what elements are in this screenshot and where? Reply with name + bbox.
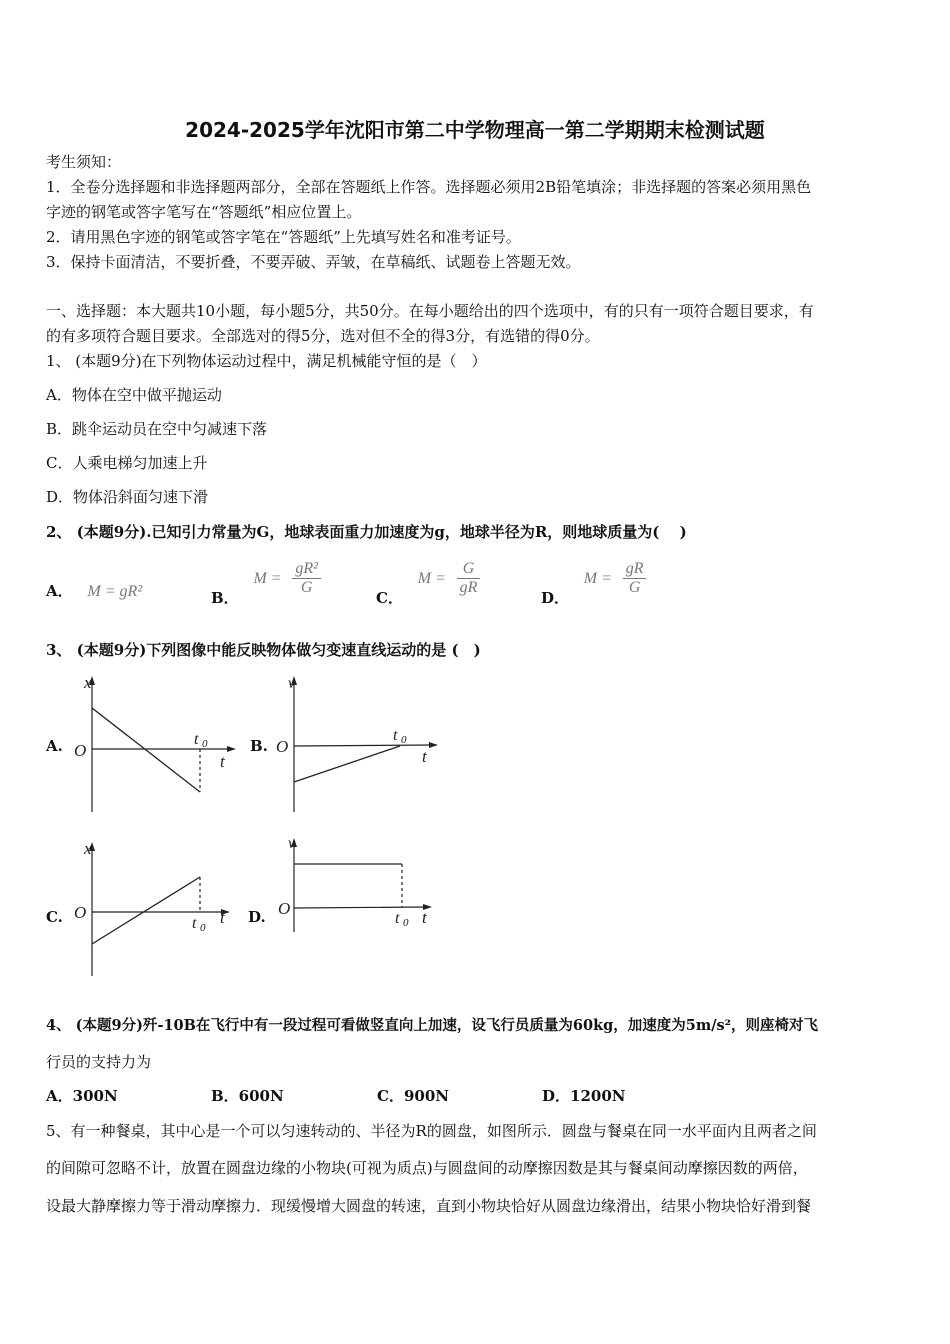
section-1-intro-line-1: 一、选择题：本大题共10小题，每小题5分，共50分。在每小题给出的四个选项中，有的只有一项符合题目要求，有 xyxy=(46,302,814,320)
q3-graph-d-origin: O xyxy=(278,899,291,918)
q3-graph-d xyxy=(272,832,442,942)
q3-graph-c-y-label: x xyxy=(84,839,92,858)
q3-graph-b xyxy=(272,672,442,817)
q2-formula-b-lhs: M = xyxy=(253,569,282,587)
q3-graph-b-y-label: v xyxy=(288,675,296,692)
q2-options xyxy=(46,558,906,608)
q3-graph-d-x-label: t xyxy=(422,908,427,927)
q4-option-c: C．900N xyxy=(377,1087,449,1105)
q2-formula-b-denominator: G xyxy=(300,579,313,596)
q1-option-d: D．物体沿斜面匀速下滑 xyxy=(46,488,209,506)
q2-label-a: A． xyxy=(46,582,73,600)
q2-formula-d-denominator: G xyxy=(628,579,641,596)
q3-graph-c-origin: O xyxy=(74,903,87,922)
notice-heading: 考生须知： xyxy=(46,153,122,171)
notice-item-2: 2．请用黑色字迹的钢笔或答字笔在“答题纸”上先填写姓名和准考证号。 xyxy=(46,228,521,246)
notice-item-3: 3．保持卡面清洁，不要折叠，不要弄破、弄皱，在草稿纸、试题卷上答题无效。 xyxy=(46,253,581,271)
q3-graph-a-t0-subscript: 0 xyxy=(202,738,208,750)
q3-label-c: C. xyxy=(46,908,63,926)
q3-graph-c-t0-subscript: 0 xyxy=(200,922,206,934)
q4-option-a: A．300N xyxy=(46,1087,118,1105)
q3-stem: 3、 (本题9分)下列图像中能反映物体做匀变速直线运动的是 ( ) xyxy=(46,641,481,659)
q1-stem: 1、 (本题9分)在下列物体运动过程中，满足机械能守恒的是（ ） xyxy=(46,352,487,370)
q2-formula-a: M = gR² xyxy=(87,583,143,600)
q1-option-a: A．物体在空中做平抛运动 xyxy=(46,386,222,404)
q2-stem: 2、 (本题9分).已知引力常量为G，地球表面重力加速度为g，地球半径为R，则地球质量为( ) xyxy=(46,523,687,541)
q3-graph-b-origin: O xyxy=(276,737,289,756)
q4-stem-line-2: 行员的支持力为 xyxy=(46,1053,152,1071)
q3-graph-a-origin: O xyxy=(74,741,87,760)
q3-graph-d-t0-subscript: 0 xyxy=(403,917,409,929)
q4-option-d: D．1200N xyxy=(542,1087,626,1105)
q3-graph-b-x-label: t xyxy=(422,747,427,766)
q5-stem-line-1: 5、有一种餐桌，其中心是一个可以匀速转动的、半径为R的圆盘，如图所示．圆盘与餐桌在同一水平面内且两者之间 xyxy=(46,1122,817,1140)
q2-label-b: B． xyxy=(211,588,239,607)
q3-graph-c-x-label: t xyxy=(220,908,225,927)
q2-label-d: D． xyxy=(541,588,570,607)
q2-formula-d-fraction xyxy=(623,560,647,597)
q2-formula-d-numerator: gR xyxy=(623,560,647,579)
q1-option-c: C．人乘电梯匀加速上升 xyxy=(46,454,208,472)
q3-label-d: D. xyxy=(248,908,266,926)
q3-label-b: B. xyxy=(250,737,268,755)
q4-option-b: B．600N xyxy=(211,1087,284,1105)
q2-formula-c-numerator: G xyxy=(457,560,481,579)
notice-item-1-line-1: 1．全卷分选择题和非选择题两部分，全部在答题纸上作答。选择题必须用2B铅笔填涂；非选择题的答案必须用黑色 xyxy=(46,178,812,196)
notice-item-1-line-2: 字迹的钢笔或答字笔写在“答题纸”相应位置上。 xyxy=(46,203,362,221)
q3-graph-b-t0: t xyxy=(393,727,398,744)
q3-graph-a xyxy=(70,672,240,817)
q3-graph-a-t0: t xyxy=(194,731,199,748)
q2-formula-c-lhs: M = xyxy=(417,569,446,587)
q5-stem-line-3: 设最大静摩擦力等于滑动摩擦力．现缓慢增大圆盘的转速，直到小物块恰好从圆盘边缘滑出，结果小物块恰好滑到餐 xyxy=(46,1197,812,1215)
q3-graph-d-y-label: v xyxy=(288,835,296,852)
q2-formula-d-lhs: M = xyxy=(583,569,612,587)
q5-stem-line-2: 的间隙可忽略不计，放置在圆盘边缘的小物块(可视为质点)与圆盘间的动摩擦因数是其与餐桌间动摩擦因数的两倍， xyxy=(46,1159,808,1177)
section-1-intro-line-2: 的有多项符合题目要求。全部选对的得5分，选对但不全的得3分，有选错的得0分。 xyxy=(46,327,600,345)
q2-formula-b-fraction xyxy=(292,560,321,597)
q1-option-b: B．跳伞运动员在空中匀减速下落 xyxy=(46,420,268,438)
q3-graph-c-t0: t xyxy=(192,915,197,932)
page-title: 2024-2025学年沈阳市第二中学物理高一第二学期期末检测试题 xyxy=(185,118,765,142)
q4-stem-line-1: 4、 (本题9分)歼-10B在飞行中有一段过程可看做竖直向上加速，设飞行员质量为60kg，加速度为5m/s²，则座椅对飞 xyxy=(46,1017,819,1034)
q3-graph-d-t0: t xyxy=(395,910,400,927)
q2-formula-c-fraction xyxy=(457,560,481,597)
q2-label-c: C． xyxy=(376,588,403,607)
q3-graph-b-t0-subscript: 0 xyxy=(401,734,407,746)
q2-formula-c-denominator: gR xyxy=(459,579,478,596)
q2-formula-b-numerator: gR² xyxy=(292,560,321,579)
q3-label-a: A. xyxy=(46,737,63,755)
q3-graph-a-x-label: t xyxy=(220,752,225,771)
q3-graph-a-y-label: x xyxy=(84,673,92,692)
q3-graph-c xyxy=(70,836,240,981)
